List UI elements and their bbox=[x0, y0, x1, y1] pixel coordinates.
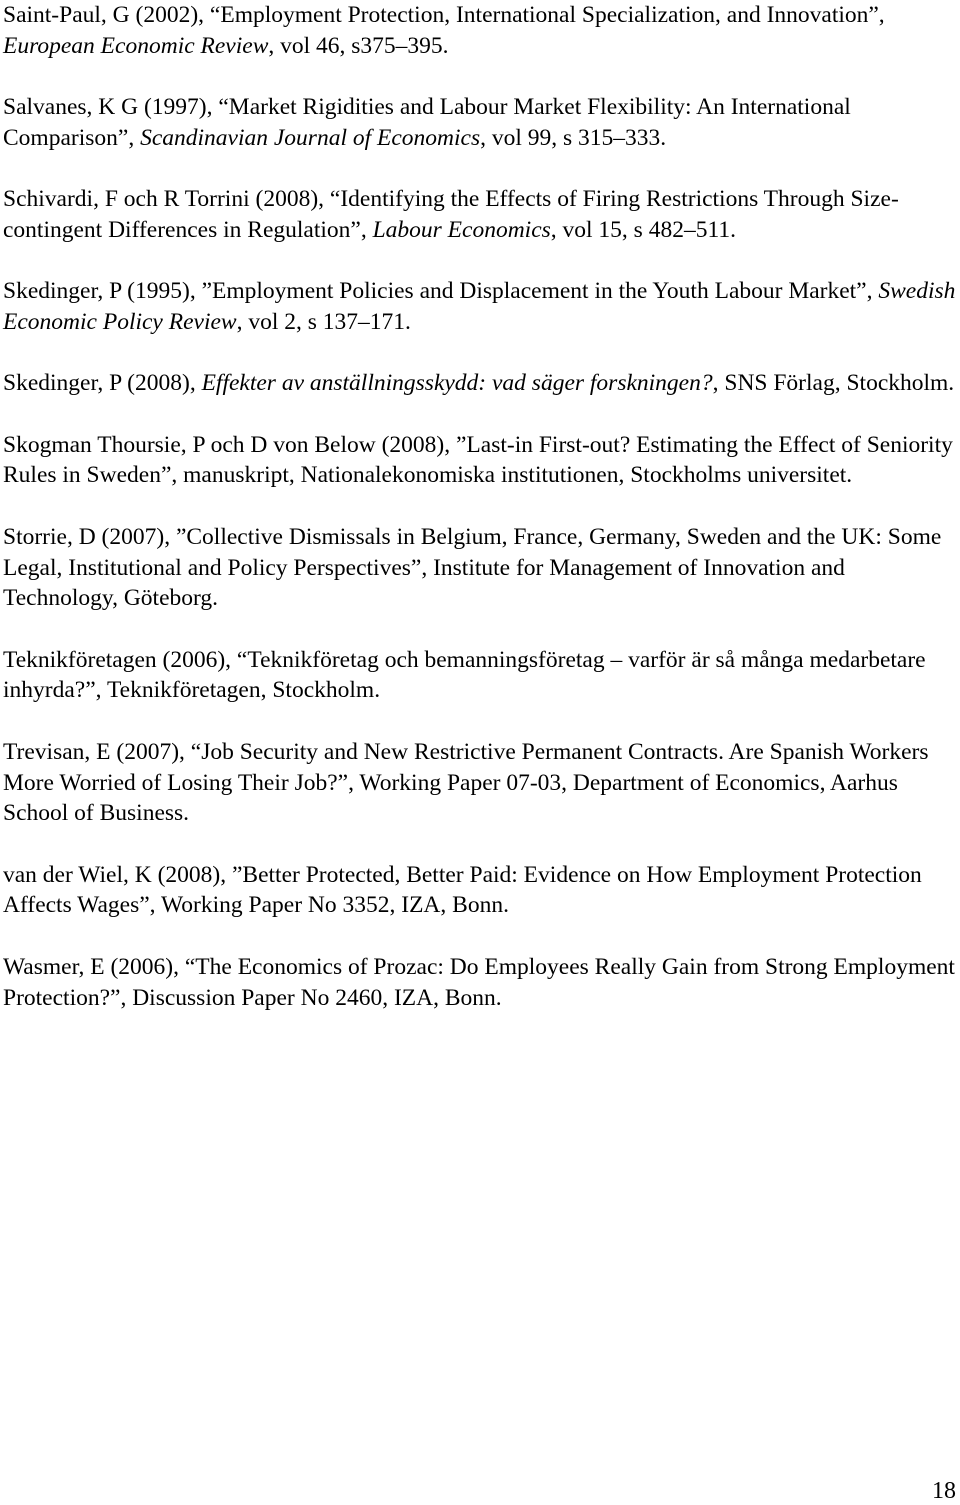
reference-list bbox=[3, 0, 958, 1044]
reference-text: Skedinger, P (1995), ”Employment Policies and Displacement in the Youth Labour Market”, bbox=[3, 278, 879, 305]
reference-source-title: Scandinavian Journal of Economics bbox=[140, 124, 481, 151]
reference-text: Skedinger, P (2008), bbox=[3, 370, 202, 397]
reference-source-title: Labour Economics bbox=[372, 216, 551, 243]
reference-entry bbox=[3, 645, 958, 707]
reference-text: , vol 99, s 315–333. bbox=[480, 124, 667, 151]
reference-text: Wasmer, E (2006), “The Economics of Prozac: Do Employees Really Gain from Strong Employment Protection?”, Discussion Paper No 2460, IZA, Bonn. bbox=[3, 953, 955, 1011]
reference-text: Skogman Thoursie, P och D von Below (2008), ”Last-in First-out? Estimating the Effect of Seniority Rules in Sweden”, manuskript, Nationalekonomiska institutionen, Stockholms universitet. bbox=[3, 431, 953, 489]
reference-entry bbox=[3, 368, 958, 399]
reference-text: , vol 46, s375–395. bbox=[268, 32, 449, 59]
page-number: 18 bbox=[932, 1478, 956, 1504]
reference-text: , vol 2, s 137–171. bbox=[236, 309, 411, 336]
reference-entry bbox=[3, 522, 958, 614]
reference-text: Teknikföretagen (2006), “Teknikföretag och bemanningsföretag – varför är så många medarbetare inhyrda?”, Teknikföretagen, Stockholm. bbox=[3, 646, 926, 704]
reference-entry bbox=[3, 737, 958, 829]
reference-source-title: European Economic Review bbox=[3, 32, 269, 59]
reference-entry bbox=[3, 430, 958, 492]
reference-entry bbox=[3, 276, 958, 338]
reference-text: van der Wiel, K (2008), ”Better Protected, Better Paid: Evidence on How Employment Protection Affects Wages”, Working Paper No 3352, IZA, Bonn. bbox=[3, 861, 922, 919]
reference-entry bbox=[3, 952, 958, 1014]
reference-entry bbox=[3, 184, 958, 246]
reference-text: , SNS Förlag, Stockholm. bbox=[712, 370, 955, 397]
reference-text: Trevisan, E (2007), “Job Security and New Restrictive Permanent Contracts. Are Spanish Workers More Worried of Losing Their Job?”, Working Paper 07-03, Department of Economics, Aarhus School of Business. bbox=[3, 738, 929, 827]
reference-entry bbox=[3, 860, 958, 922]
reference-text: Salvanes, K G (1997), “Market Rigidities and Labour Market Flexibility: An International Comparison”, bbox=[3, 94, 851, 151]
reference-entry bbox=[3, 0, 958, 62]
reference-text: Schivardi, F och R Torrini (2008), “Identifying the Effects of Firing Restrictions Through Size-contingent Differences in Regulation”, bbox=[3, 186, 899, 243]
reference-entry bbox=[3, 92, 958, 154]
reference-source-title: Effekter av anställningsskydd: vad säger forskningen? bbox=[201, 370, 713, 397]
reference-text: , vol 15, s 482–511. bbox=[550, 216, 736, 243]
reference-source-title: Swedish Economic Policy Review bbox=[3, 278, 956, 336]
reference-text: Saint-Paul, G (2002), “Employment Protection, International Specialization, and Innovation”, bbox=[3, 2, 885, 28]
reference-text: Storrie, D (2007), ”Collective Dismissals in Belgium, France, Germany, Sweden and the UK: Some Legal, Institutional and Policy Perspectives”, Institute for Management of Innovation and Technology, Göteborg. bbox=[3, 523, 942, 612]
